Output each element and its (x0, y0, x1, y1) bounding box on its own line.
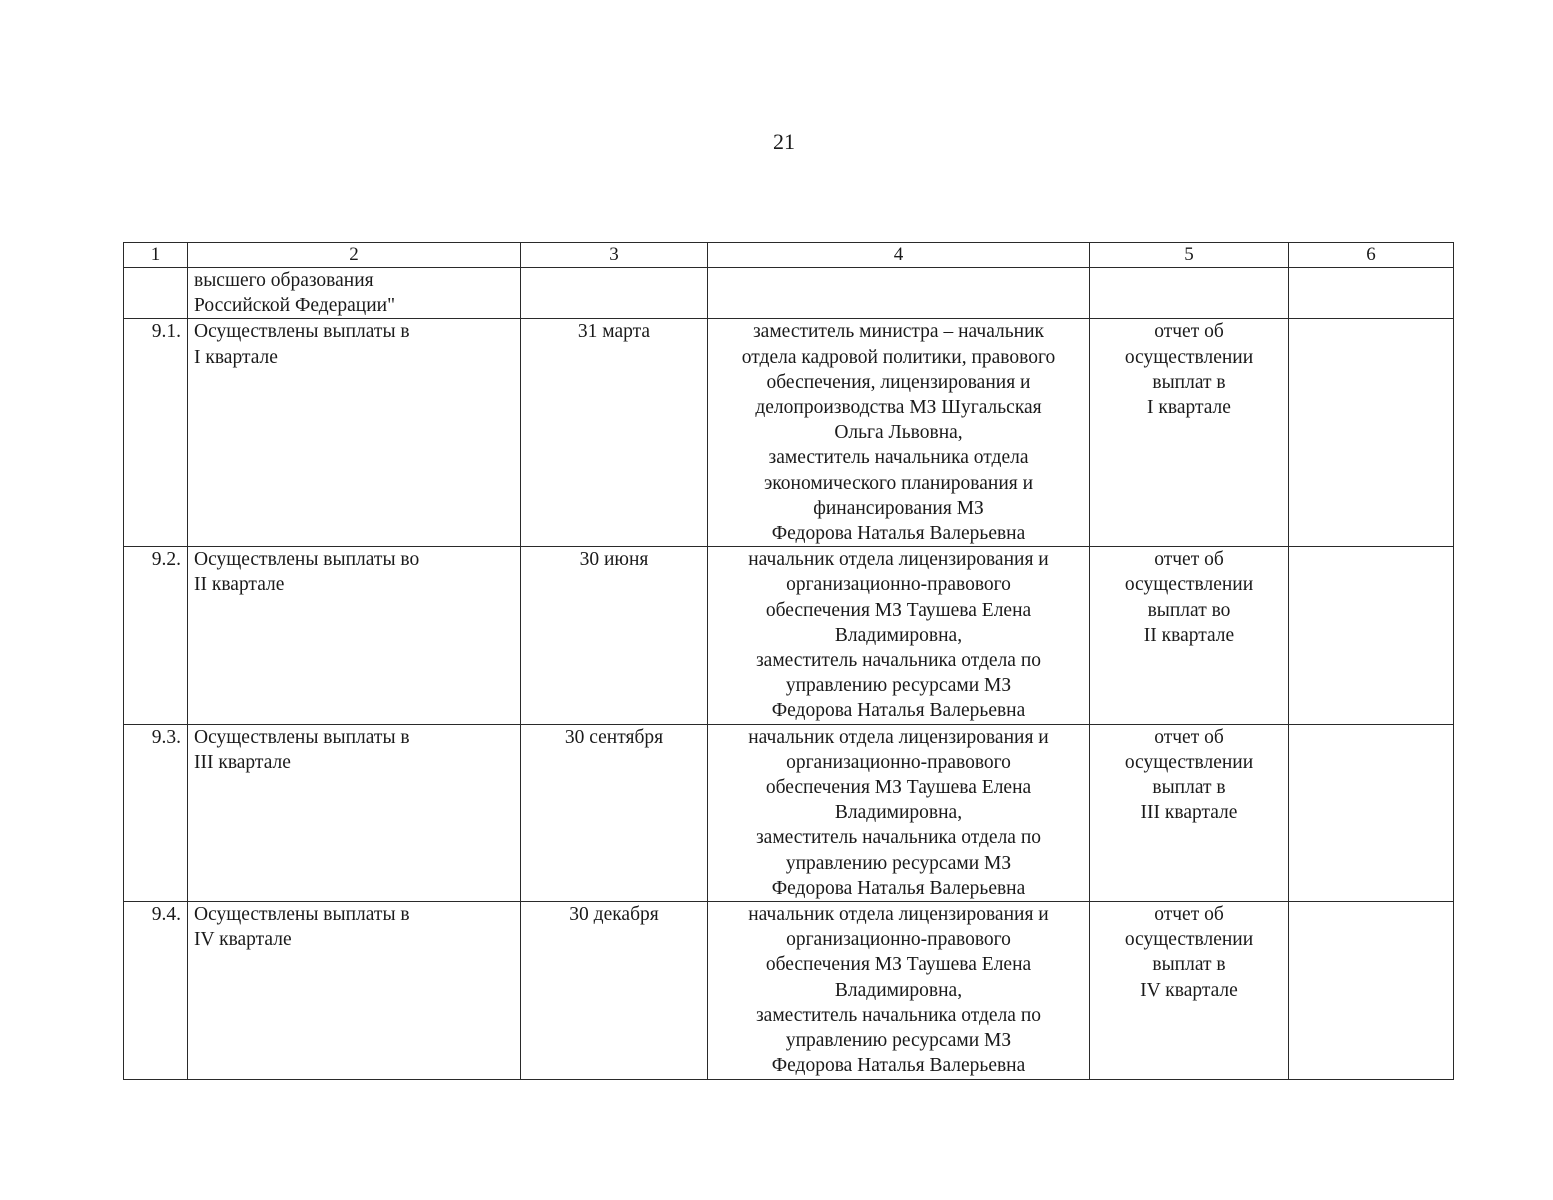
table-row (124, 547, 1454, 724)
item-description: Осуществлены выплаты в IV квартале (188, 902, 521, 1079)
header-cell: 5 (1090, 243, 1289, 268)
item-report (1090, 268, 1289, 319)
item-number: 9.1. (124, 319, 188, 547)
item-note (1289, 268, 1454, 319)
table-row (124, 319, 1454, 547)
item-description: высшего образования Российской Федерации" (188, 268, 521, 319)
item-note (1289, 547, 1454, 724)
item-responsible: начальник отдела лицензирования и организационно-правового обеспечения МЗ Таушева Елена Владимировна, заместитель начальника отдела по управлению ресурсами МЗ Федорова Наталья Валерьевна (708, 547, 1090, 724)
item-number (124, 268, 188, 319)
item-number: 9.2. (124, 547, 188, 724)
header-cell: 3 (521, 243, 708, 268)
item-deadline: 30 июня (521, 547, 708, 724)
item-deadline: 30 декабря (521, 902, 708, 1079)
item-responsible: заместитель министра – начальник отдела кадровой политики, правового обеспечения, лицензирования и делопроизводства МЗ Шугальская Ольга Львовна, заместитель начальника отдела экономического планирования и финансирования МЗ Федорова Наталья Валерьевна (708, 319, 1090, 547)
item-report: отчет об осуществлении выплат в I квартале (1090, 319, 1289, 547)
table-row-continuation (124, 268, 1454, 319)
item-responsible: начальник отдела лицензирования и организационно-правового обеспечения МЗ Таушева Елена Владимировна, заместитель начальника отдела по управлению ресурсами МЗ Федорова Наталья Валерьевна (708, 902, 1090, 1079)
item-report: отчет об осуществлении выплат в IV квартале (1090, 902, 1289, 1079)
table-row (124, 724, 1454, 901)
header-cell: 6 (1289, 243, 1454, 268)
header-cell: 2 (188, 243, 521, 268)
item-deadline: 30 сентября (521, 724, 708, 901)
item-number: 9.4. (124, 902, 188, 1079)
item-description: Осуществлены выплаты в I квартале (188, 319, 521, 547)
item-description: Осуществлены выплаты во II квартале (188, 547, 521, 724)
item-note (1289, 724, 1454, 901)
table-header-row (124, 243, 1454, 268)
item-deadline (521, 268, 708, 319)
page-number: 21 (773, 129, 795, 154)
header-cell: 4 (708, 243, 1090, 268)
item-number: 9.3. (124, 724, 188, 901)
item-responsible: начальник отдела лицензирования и организационно-правового обеспечения МЗ Таушева Елена Владимировна, заместитель начальника отдела по управлению ресурсами МЗ Федорова Наталья Валерьевна (708, 724, 1090, 901)
item-report: отчет об осуществлении выплат во II квартале (1090, 547, 1289, 724)
item-note (1289, 319, 1454, 547)
item-description: Осуществлены выплаты в III квартале (188, 724, 521, 901)
item-deadline: 31 марта (521, 319, 708, 547)
header-cell: 1 (124, 243, 188, 268)
table-row (124, 902, 1454, 1079)
item-responsible (708, 268, 1090, 319)
item-report: отчет об осуществлении выплат в III квартале (1090, 724, 1289, 901)
item-note (1289, 902, 1454, 1079)
plan-table (123, 242, 1454, 1080)
